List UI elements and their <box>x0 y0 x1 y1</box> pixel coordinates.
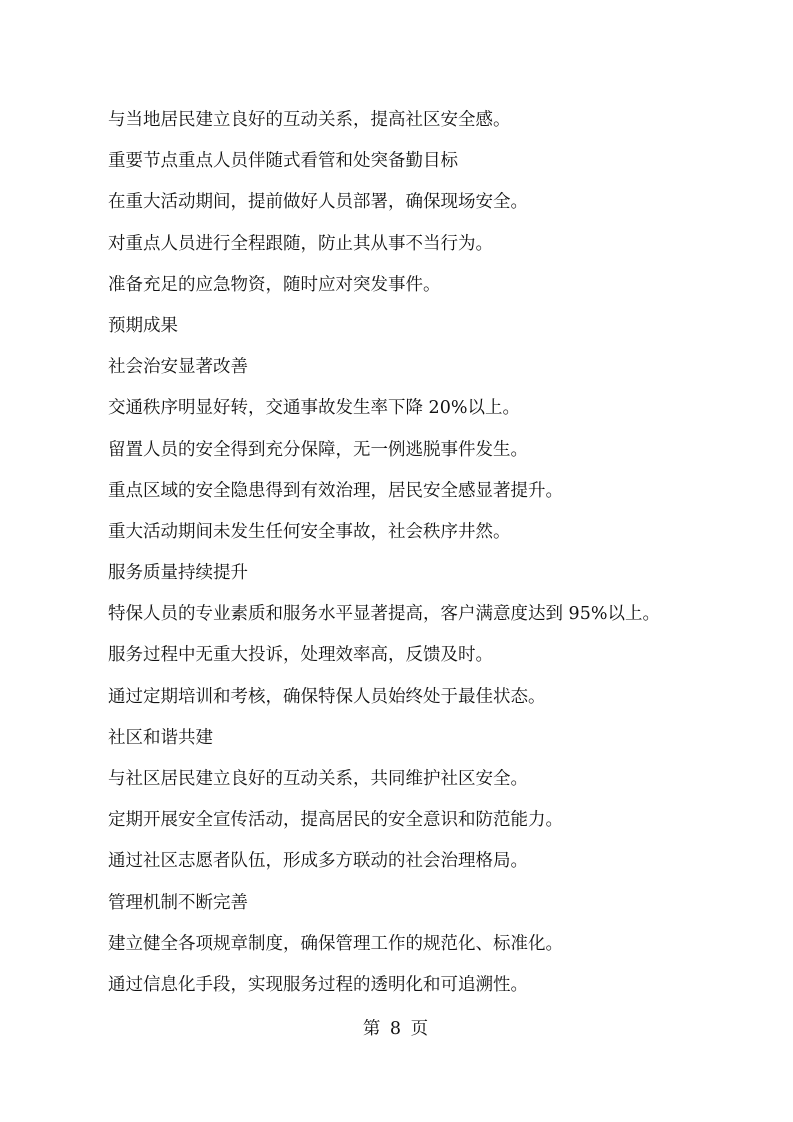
text-line: 建立健全各项规章制度，确保管理工作的规范化、标准化。 <box>108 933 563 954</box>
text-line: 重点区域的安全隐患得到有效治理，居民安全感显著提升。 <box>108 480 563 501</box>
text-line: 交通秩序明显好转，交通事故发生率下降 20%以上。 <box>108 398 520 419</box>
text-line: 通过社区志愿者队伍，形成多方联动的社会治理格局。 <box>108 851 528 872</box>
page-number: 第 8 页 <box>362 1019 431 1039</box>
subsection-heading: 服务质量持续提升 <box>108 563 248 584</box>
subsection-heading: 社区和谐共建 <box>108 727 213 748</box>
text-line: 重大活动期间未发生任何安全事故，社会秩序井然。 <box>108 521 511 542</box>
text-line: 与社区居民建立良好的互动关系，共同维护社区安全。 <box>108 769 528 789</box>
text-line: 通过信息化手段，实现服务过程的透明化和可追溯性。 <box>108 974 528 995</box>
text-line: 通过定期培训和考核，确保特保人员始终处于最佳状态。 <box>108 686 546 707</box>
subsection-heading: 管理机制不断完善 <box>108 892 248 913</box>
section-heading: 重要节点重点人员伴随式看管和处突备勤目标 <box>108 151 458 172</box>
text-line: 对重点人员进行全程跟随，防止其从事不当行为。 <box>108 233 493 254</box>
page-body <box>108 100 748 1006</box>
text-line: 准备充足的应急物资，随时应对突发事件。 <box>108 274 441 295</box>
text-line: 特保人员的专业素质和服务水平显著提高，客户满意度达到 95%以上。 <box>108 604 660 625</box>
section-heading: 预期成果 <box>108 315 178 336</box>
text-line: 在重大活动期间，提前做好人员部署，确保现场安全。 <box>108 192 528 213</box>
subsection-heading: 社会治安显著改善 <box>108 357 248 378</box>
text-line: 留置人员的安全得到充分保障，无一例逃脱事件发生。 <box>108 439 528 460</box>
text-line: 服务过程中无重大投诉，处理效率高，反馈及时。 <box>108 645 493 666</box>
text-line: 定期开展安全宣传活动，提高居民的安全意识和防范能力。 <box>108 810 563 831</box>
text-line: 与当地居民建立良好的互动关系，提高社区安全感。 <box>108 110 511 130</box>
